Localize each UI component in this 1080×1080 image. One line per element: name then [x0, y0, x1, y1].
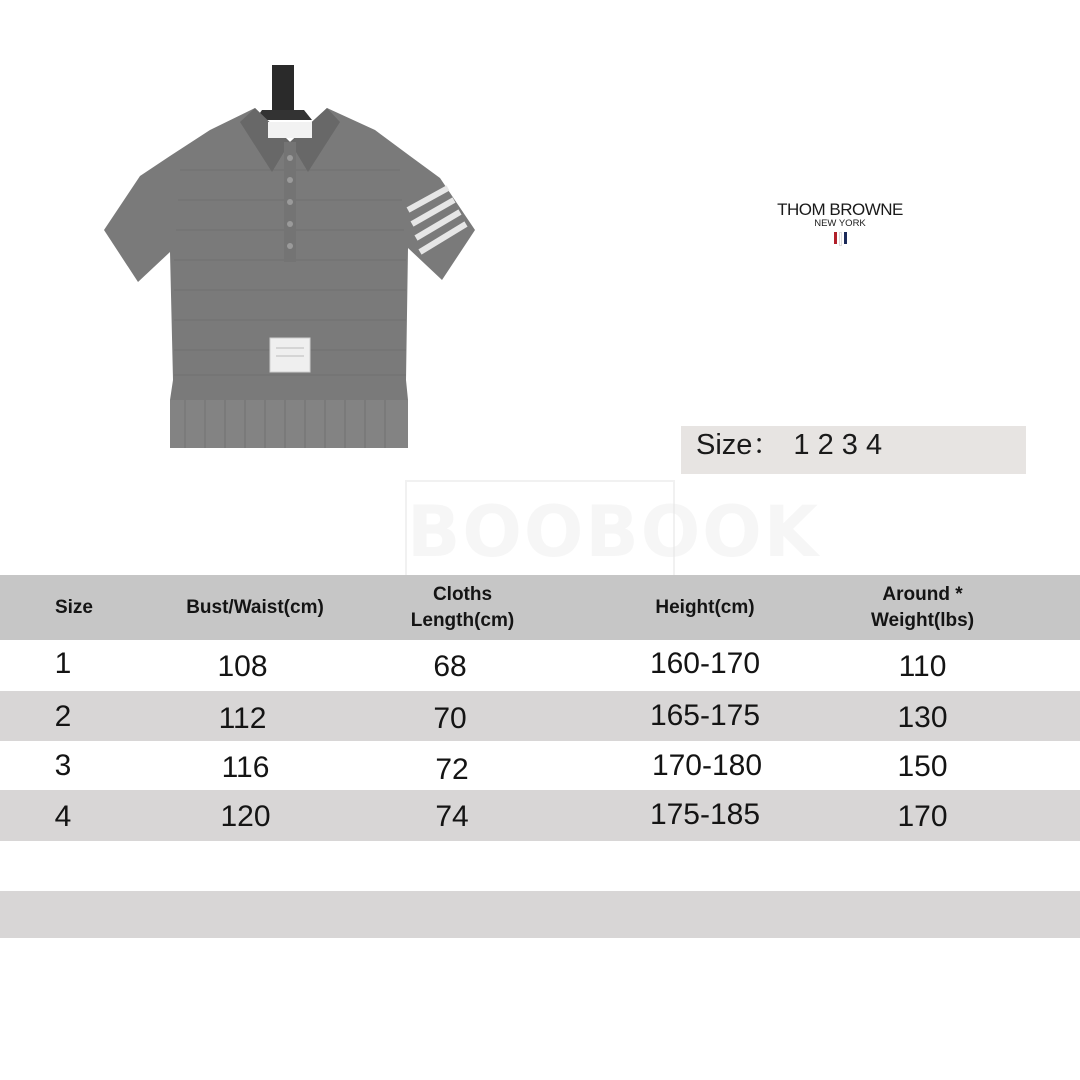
brand-name: THOM BROWNE: [777, 200, 903, 219]
table-cell-weight: 130: [897, 701, 948, 734]
watermark: BOOBOOK: [405, 480, 675, 580]
table-cell-bust: 108: [217, 650, 268, 683]
size-options-box: [681, 426, 1026, 474]
header-cloths-length: Cloths Length(cm): [410, 583, 515, 631]
header-height: Height(cm): [655, 596, 755, 618]
table-cell-bust: 116: [221, 751, 270, 784]
table-cell-weight: 110: [898, 650, 947, 683]
brand-logo: [760, 200, 920, 249]
size-label: Size：: [696, 429, 782, 461]
table-cell-size: 3: [54, 749, 72, 782]
table-cell-length: 70: [433, 702, 467, 735]
table-cell-weight: 170: [897, 800, 948, 833]
table-cell-height: 170-180: [651, 749, 763, 782]
table-cell-size: 1: [54, 647, 72, 680]
table-footer-band: [0, 891, 1080, 938]
brand-subtitle: NEW YORK: [814, 218, 866, 229]
table-cell-length: 68: [433, 650, 467, 683]
table-cell-size: 2: [54, 700, 72, 733]
tricolor-flag-icon: [833, 232, 848, 244]
table-cell-length: 72: [435, 753, 469, 786]
size-values: 1 2 3 4: [793, 429, 883, 461]
polo-shirt-image: [90, 60, 490, 480]
table-cell-bust: 120: [220, 800, 271, 833]
table-cell-bust: 112: [218, 702, 267, 735]
table-cell-height: 160-170: [649, 647, 761, 680]
table-cell-size: 4: [54, 800, 72, 833]
header-size: Size: [54, 596, 94, 618]
table-cell-height: 175-185: [649, 798, 761, 831]
header-around-weight: Around * Weight(lbs): [870, 583, 975, 631]
table-cell-length: 74: [435, 800, 469, 833]
table-cell-weight: 150: [897, 750, 948, 783]
header-bust-waist: Bust/Waist(cm): [186, 596, 324, 618]
table-cell-height: 165-175: [649, 699, 761, 732]
